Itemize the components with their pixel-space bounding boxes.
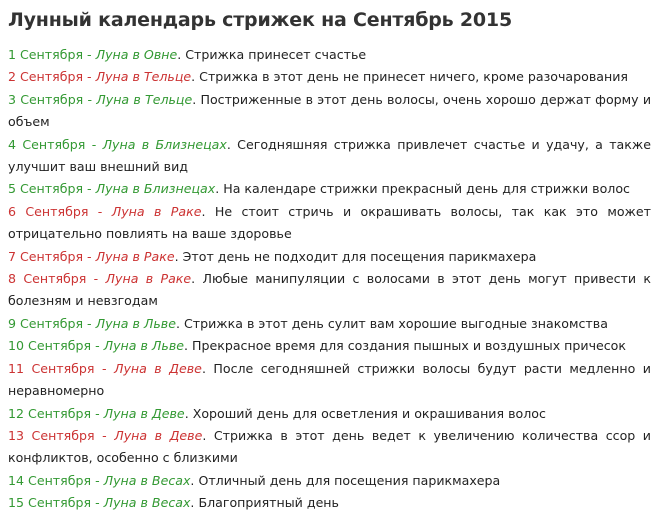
entry-period: . — [184, 405, 193, 421]
entry-period: . — [215, 181, 224, 197]
calendar-entry — [8, 268, 651, 313]
entry-separator: - — [86, 271, 106, 287]
entry-description: Прекрасное время для создания пышных и воздушных причесок — [192, 338, 626, 354]
entry-period: . — [226, 136, 238, 152]
entry-moon-sign: Луна в Раке — [105, 271, 192, 287]
calendar-entry — [8, 403, 651, 425]
entry-separator: - — [83, 91, 97, 107]
entry-period: . — [190, 495, 199, 511]
entry-moon-sign: Луна в Раке — [111, 203, 202, 219]
entry-description: Хороший день для осветления и окрашивания волос — [192, 405, 546, 421]
entry-description: Отличный день для посещения парикмахера — [198, 472, 501, 488]
entry-date: 8 Сентября — [8, 271, 87, 287]
entry-date: 9 Сентября — [8, 315, 84, 331]
entry-date: 10 Сентября — [8, 338, 92, 354]
entry-date: 2 Сентября — [8, 69, 84, 85]
entry-date: 1 Сентября — [8, 47, 84, 62]
entry-period: . — [174, 248, 183, 264]
entry-description: Любые манипуляции с волосами в этот день могут привести к болезням и невзгодам — [8, 271, 651, 309]
entry-moon-sign: Луна в Льве — [103, 338, 184, 354]
entry-moon-sign: Луна в Деве — [113, 360, 202, 376]
entry-description: Стрижка в этот день ведет к увеличению количества ссор и конфликтов, особенно с близкими — [8, 427, 651, 466]
entry-date: 13 Сентября — [8, 427, 95, 443]
entry-description: На календаре стрижки прекрасный день для стрижки волос — [223, 181, 630, 197]
entry-period: . — [191, 271, 203, 287]
entry-description: Стрижка принесет счастье — [185, 47, 367, 62]
calendar-entry — [8, 313, 651, 335]
entry-date: 11 Сентября — [8, 360, 95, 376]
calendar-entry — [8, 44, 651, 66]
entry-date: 6 Сентября — [8, 203, 89, 219]
entry-period: . — [190, 472, 199, 488]
entry-moon-sign: Луна в Близнецах — [95, 181, 216, 197]
entry-separator: - — [85, 136, 103, 152]
entry-description: Постриженные в этот день волосы, очень хорошо держат форму и объем — [8, 91, 652, 130]
entry-separator: - — [91, 338, 104, 354]
calendar-entry — [8, 201, 651, 246]
entry-moon-sign: Луна в Льве — [95, 315, 176, 331]
entry-period: . — [175, 315, 184, 331]
entry-description: Не стоит стричь и окрашивать волосы, так как это может отрицательно повлиять на ваше здоровье — [8, 203, 651, 242]
entry-date: 5 Сентября — [8, 181, 84, 197]
entry-separator: - — [88, 203, 112, 219]
calendar-entry — [8, 246, 651, 268]
entry-moon-sign: Луна в Деве — [114, 427, 203, 443]
entry-separator: - — [83, 69, 96, 85]
entry-period: . — [202, 427, 214, 443]
entry-separator: - — [91, 472, 104, 488]
entry-description: Сегодняшняя стрижка привлечет счастье и удачу, а также улучшит ваш внешний вид — [8, 136, 651, 175]
calendar-entries — [8, 44, 651, 515]
page-title: Лунный календарь стрижек на Сентябрь 2015 — [8, 9, 512, 31]
entry-date: 4 Сентября — [8, 136, 86, 152]
entry-separator: - — [94, 427, 115, 443]
entry-moon-sign: Луна в Раке — [95, 248, 175, 264]
entry-date: 7 Сентября — [8, 248, 84, 264]
entry-date: 3 Сентября — [8, 91, 84, 107]
entry-moon-sign: Луна в Тельце — [96, 91, 193, 107]
entry-description: Стрижка в этот день сулит вам хорошие выгодные знакомства — [184, 315, 608, 331]
entry-period: . — [191, 69, 200, 85]
calendar-entry — [8, 492, 651, 514]
entry-date: 14 Сентября — [8, 472, 92, 488]
calendar-entry — [8, 66, 651, 88]
calendar-entry — [8, 470, 651, 492]
entry-moon-sign: Луна в Весах — [103, 472, 191, 488]
calendar-entry — [8, 89, 651, 134]
entry-moon-sign: Луна в Весах — [103, 495, 191, 511]
entry-moon-sign: Луна в Овне — [95, 47, 178, 62]
entry-period: . — [177, 47, 186, 62]
entry-moon-sign: Луна в Близнецах — [102, 136, 227, 152]
calendar-entry — [8, 335, 651, 357]
entry-description: Стрижка в этот день не принесет ничего, кроме разочарования — [199, 69, 628, 85]
entry-period: . — [201, 203, 215, 219]
calendar-entry — [8, 134, 651, 179]
calendar-entry — [8, 178, 651, 200]
calendar-entry — [8, 425, 651, 470]
entry-moon-sign: Луна в Деве — [103, 405, 185, 421]
entry-period: . — [201, 360, 214, 376]
entry-separator: - — [91, 405, 104, 421]
entry-separator: - — [94, 360, 114, 376]
entry-separator: - — [91, 495, 104, 511]
entry-separator: - — [83, 315, 96, 331]
calendar-entry — [8, 358, 651, 403]
entry-period: . — [192, 91, 201, 107]
entry-period: . — [184, 338, 193, 354]
entry-separator: - — [83, 47, 96, 62]
entry-description: После сегодняшней стрижки волосы будут расти медленно и неравномерно — [8, 360, 651, 399]
entry-separator: - — [83, 248, 96, 264]
entry-moon-sign: Луна в Тельце — [95, 69, 192, 85]
entry-date: 12 Сентября — [8, 405, 92, 421]
entry-description: Этот день не подходит для посещения парикмахера — [182, 248, 537, 264]
entry-separator: - — [83, 181, 96, 197]
entry-date: 15 Сентября — [8, 495, 92, 511]
entry-description: Благоприятный день — [198, 495, 339, 511]
